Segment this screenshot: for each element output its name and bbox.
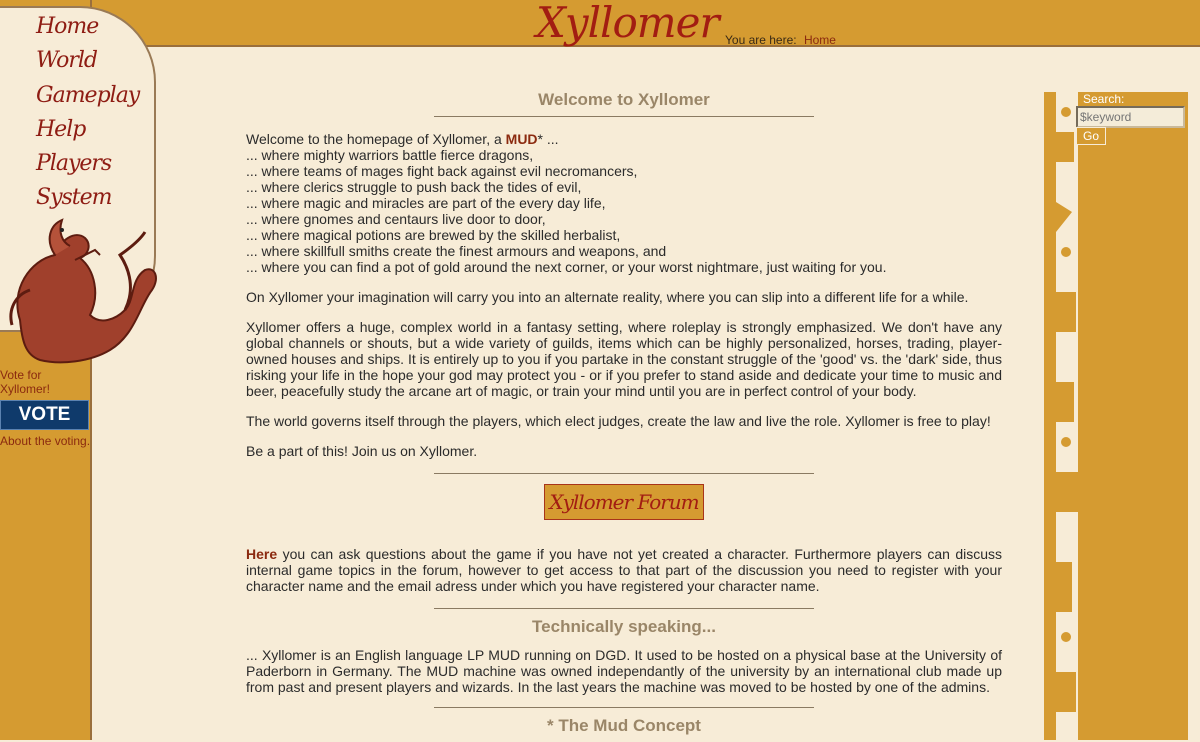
- intro-line: ... where skillfull smiths create the finest armours and weapons, and: [246, 243, 667, 259]
- forum-banner[interactable]: Xyllomer Forum: [544, 484, 704, 520]
- tech-paragraph: ... Xyllomer is an English language LP MUD running on DGD. It used to be hosted on a physical base at the University of Paderborn in Germany. The MUD machine was owned independantly of the university by an international club made up from past and present players and wizards. In the last years the machine was moved to be hosted by one of the admins.: [246, 647, 1002, 695]
- welcome-heading: Welcome to Xyllomer: [538, 90, 710, 109]
- vote-for-xyllomer-link[interactable]: Vote for Xyllomer!: [0, 368, 51, 396]
- divider: [434, 473, 814, 474]
- vote-box: [0, 368, 92, 448]
- intro-line: ... where gnomes and centaurs live door to door,: [246, 211, 546, 227]
- nav-item-home[interactable]: Home: [36, 14, 99, 39]
- about-voting-link[interactable]: About the voting.: [0, 434, 91, 448]
- site-logo[interactable]: Xyllomer: [536, 0, 719, 47]
- nav-item-help[interactable]: Help: [36, 117, 86, 142]
- decorative-pattern: [1044, 92, 1078, 740]
- breadcrumb-home-link[interactable]: Home: [803, 33, 836, 47]
- search-label: Search:: [1083, 92, 1125, 106]
- nav-item-system[interactable]: System: [36, 185, 112, 210]
- nav-item-players[interactable]: Players: [36, 151, 112, 176]
- right-sidebar: [1044, 92, 1188, 740]
- search-input[interactable]: [1076, 106, 1185, 128]
- dragon-illustration: [0, 200, 165, 370]
- vote-button[interactable]: VOTE: [0, 400, 89, 430]
- governance-paragraph: The world governs itself through the players, which elect judges, create the law and live the role. Xyllomer is free to play!: [246, 413, 991, 429]
- intro-paragraph: [246, 131, 1002, 275]
- intro-line: ... where magical potions are brewed by the skilled herbalist,: [246, 227, 621, 243]
- mud-link[interactable]: MUD: [505, 131, 538, 147]
- nav-item-world[interactable]: World: [36, 48, 97, 73]
- intro-line: ... where you can find a pot of gold around the next corner, or your worst nightmare, just waiting for you.: [246, 259, 887, 275]
- world-paragraph: Xyllomer offers a huge, complex world in a fantasy setting, where roleplay is strongly emphasized. We don't have any global channels or shouts, but a wide variety of guilds, items which can be highly personalized, horses, trading, player-owned houses and ships. It is entirely up to you if you partake in the constant struggle of the 'good' vs. the 'dark' side, thus risking your life in the hope your god may protect you - or if you prefer to stand aside and dedicate your time to music and beer, peacefully study the arcane art of magic, or train your mind until you are in perfect control of your body.: [246, 319, 1002, 399]
- join-paragraph: Be a part of this! Join us on Xyllomer.: [246, 443, 478, 459]
- next-heading: * The Mud Concept: [547, 716, 701, 735]
- intro-line: ... where clerics struggle to push back the tides of evil,: [246, 179, 582, 195]
- main-content: [246, 92, 1002, 742]
- breadcrumb: [725, 33, 836, 47]
- breadcrumb-prefix: You are here:: [725, 33, 797, 47]
- forum-text: you can ask questions about the game if you have not yet created a character. Furthermore players can discuss internal game topics in the forum, however to get access to that part of the discussion you need to register with your character name and the email adress under which you have registered your character name.: [246, 546, 1002, 594]
- intro-prefix: Welcome to the homepage of Xyllomer, a: [246, 131, 506, 147]
- intro-line: ... where mighty warriors battle fierce dragons,: [246, 147, 534, 163]
- intro-line: ... where magic and miracles are part of the every day life,: [246, 195, 606, 211]
- nav-item-gameplay[interactable]: Gameplay: [36, 83, 140, 108]
- tech-heading: Technically speaking...: [532, 617, 716, 636]
- intro-suffix: * ...: [537, 131, 559, 147]
- forum-paragraph: [246, 546, 1002, 594]
- intro-line: ... where teams of mages fight back against evil necromancers,: [246, 163, 638, 179]
- top-bar: [0, 0, 1200, 47]
- search-go-button[interactable]: Go: [1076, 127, 1106, 145]
- forum-here-link[interactable]: Here: [246, 546, 278, 562]
- imagination-paragraph: On Xyllomer your imagination will carry you into an alternate reality, where you can slip into a different life for a while.: [246, 289, 969, 305]
